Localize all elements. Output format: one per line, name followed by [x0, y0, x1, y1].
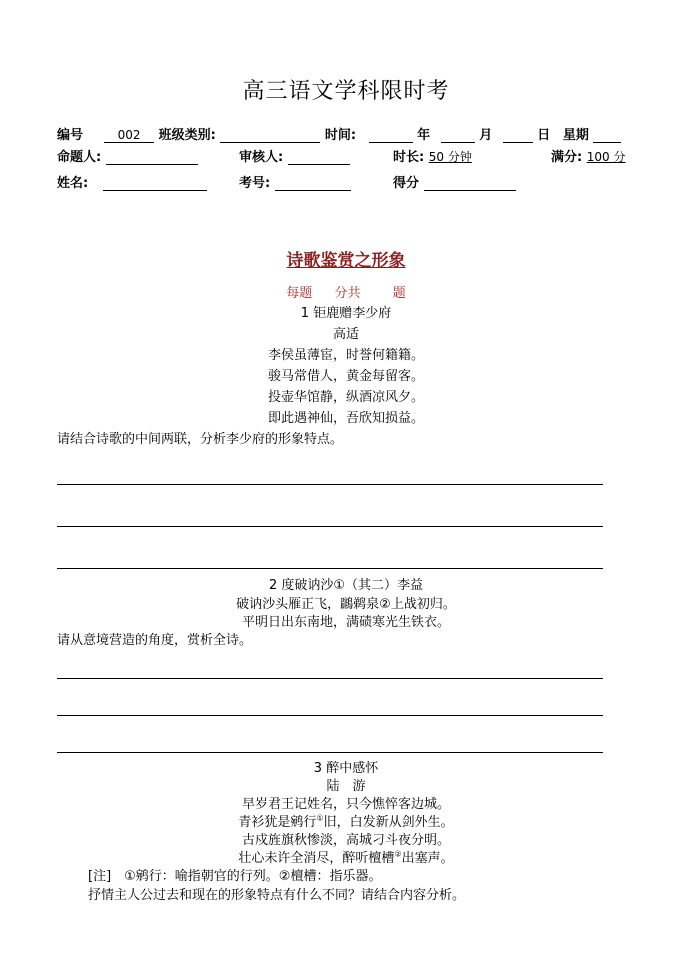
- q1-answer-line-1[interactable]: [57, 484, 603, 485]
- q1-line-4: 即此遇神仙，吾欣知损益。: [267, 411, 424, 426]
- year-label: 年: [417, 128, 431, 143]
- name-field[interactable]: [103, 176, 207, 191]
- week-label: 星期: [562, 128, 589, 143]
- number-field[interactable]: [104, 128, 154, 143]
- scoring-b: 分共: [334, 286, 361, 301]
- duration-label: 时长:: [393, 150, 425, 165]
- q1-question: 请结合诗歌的中间两联，分析李少府的形象特点。: [57, 432, 344, 447]
- q3-title: 3 醉中感怀: [313, 761, 379, 776]
- q1-author: 高适: [332, 327, 359, 342]
- q3-note-ref-2: ②: [394, 849, 402, 859]
- q3-line-3: 古戍旌旗秋惨淡，高城刁斗夜分明。: [241, 833, 450, 848]
- month-label: 月: [479, 128, 493, 143]
- q1-answer-line-3[interactable]: [57, 568, 603, 569]
- scoring-c: 题: [392, 286, 406, 301]
- score-label: 得分: [393, 176, 420, 191]
- q3-note: [注] ①鹓行：喻指朝官的行列。②檀槽：指乐器。: [88, 869, 382, 884]
- author-group: [57, 146, 198, 165]
- q2-title: 2 度破讷沙①（其二）李益: [268, 578, 424, 593]
- score-field[interactable]: [424, 176, 516, 191]
- class-label: 班级类别:: [158, 128, 216, 143]
- q3-line-2-b: 旧，白发新从剑外生。: [323, 815, 454, 830]
- section-title: 诗歌鉴赏之形象: [286, 251, 406, 271]
- q3-line-1: 早岁君王记姓名，只今憔悴客边城。: [241, 797, 450, 812]
- q2-question: 请从意境营造的角度，赏析全诗。: [57, 633, 253, 648]
- name-group: [57, 172, 207, 191]
- q3-line-4-a: 壮心未许全消尽，醉听檀槽: [238, 851, 395, 866]
- duration-value: 50 分钟: [428, 150, 472, 164]
- year-field[interactable]: [369, 128, 413, 143]
- q3-line-2-a: 青衫犹是鹓行: [238, 815, 317, 830]
- name-label: 姓名:: [57, 176, 89, 191]
- q2-answer-line-3[interactable]: [57, 752, 603, 753]
- week-field[interactable]: [593, 128, 621, 143]
- time-label: 时间:: [324, 128, 357, 143]
- number-label: 编号: [57, 128, 84, 143]
- month-field[interactable]: [441, 128, 475, 143]
- full-score-group: [551, 146, 625, 165]
- header-row-1: [57, 124, 621, 143]
- day-field[interactable]: [503, 128, 533, 143]
- q1-line-2: 骏马常借人，黄金每留客。: [267, 369, 424, 384]
- day-label: 日: [537, 128, 551, 143]
- q3-question: 抒情主人公过去和现在的形象特点有什么不同？请结合内容分析。: [88, 888, 466, 903]
- exam-no-group: [239, 172, 351, 191]
- q1-title: 1 钜鹿赠李少府: [300, 306, 392, 321]
- q3-line-4: [0, 847, 692, 866]
- number-value: 002: [117, 128, 141, 142]
- reviewer-field[interactable]: [288, 150, 350, 165]
- author-label: 命题人:: [57, 150, 102, 165]
- exam-no-field[interactable]: [275, 176, 351, 191]
- q3-note-ref-1: ①: [316, 813, 324, 823]
- scoring-line: [0, 282, 692, 301]
- scoring-a: 每题: [286, 286, 313, 301]
- page-title: 高三语文学科限时考: [242, 79, 450, 104]
- author-field[interactable]: [106, 150, 198, 165]
- full-score-label: 满分:: [551, 150, 583, 165]
- q2-line-2: 平明日出东南地，满碛寒光生铁衣。: [241, 615, 450, 630]
- q2-line-1: 破讷沙头雁正飞，鸊鹈泉②上战初归。: [236, 597, 456, 612]
- reviewer-label: 审核人:: [239, 150, 284, 165]
- reviewer-group: [239, 146, 350, 165]
- q3-line-2: [0, 811, 692, 830]
- q3-author: 陆 游: [326, 779, 366, 794]
- q2-answer-line-2[interactable]: [57, 715, 603, 716]
- q1-line-3: 投壶华馆静，纵酒凉风夕。: [267, 390, 424, 405]
- exam-no-label: 考号:: [239, 176, 271, 191]
- q1-answer-line-2[interactable]: [57, 526, 603, 527]
- q2-answer-line-1[interactable]: [57, 678, 603, 679]
- class-field[interactable]: [220, 128, 320, 143]
- full-score-value: 100 分: [586, 150, 626, 164]
- q1-line-1: 李侯虽薄宦，时誉何籍籍。: [267, 348, 424, 363]
- score-group: [393, 172, 516, 191]
- q3-line-4-b: 出塞声。: [401, 851, 454, 866]
- duration-group: [393, 146, 472, 165]
